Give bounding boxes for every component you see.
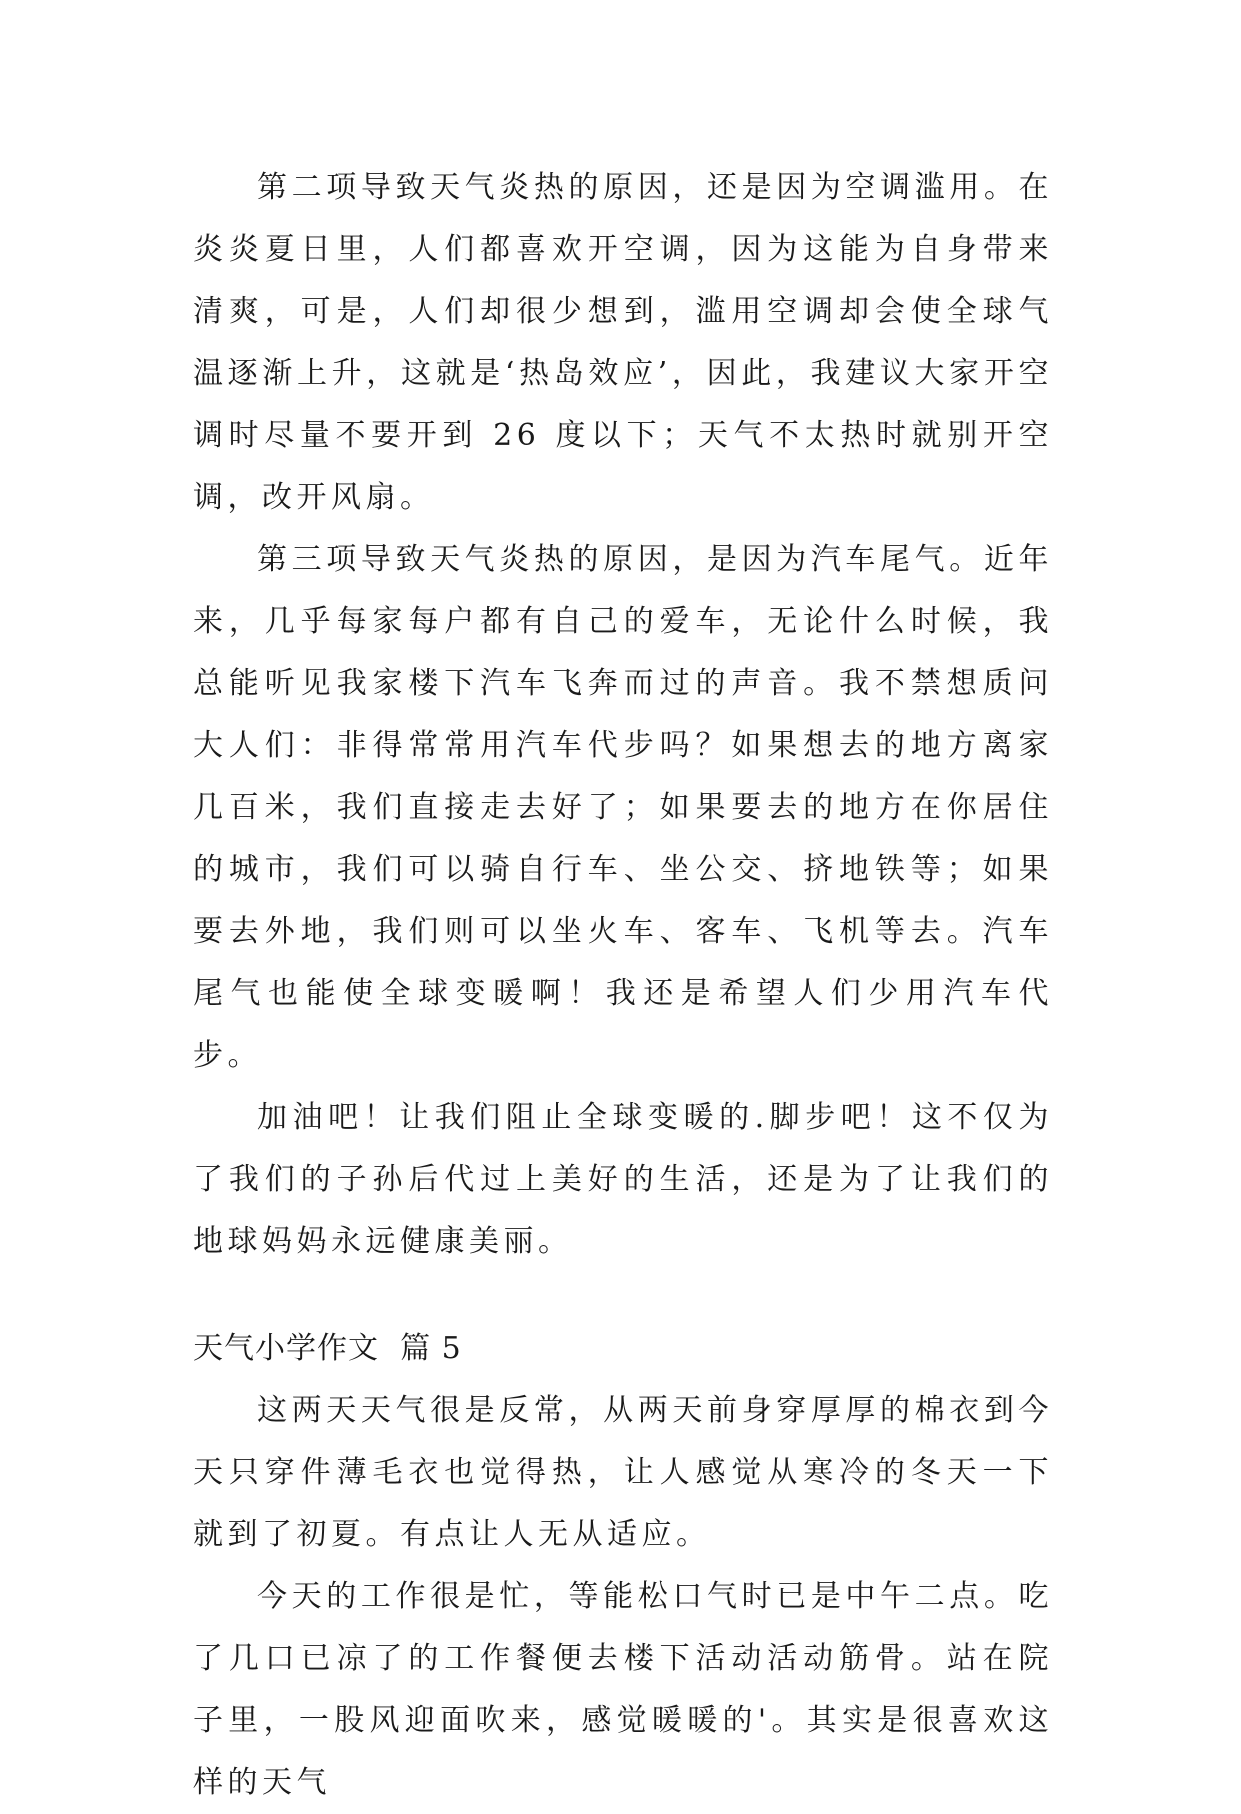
document-body (193, 157, 1053, 1814)
paragraph-weather-change: 这两天天气很是反常，从两天前身穿厚厚的棉衣到今天只穿件薄毛衣也觉得热，让人感觉从寒冷的冬天一下就到了初夏。有点让人无从适应。 (193, 1393, 1053, 1552)
paragraph-conclusion: 加油吧！让我们阻止全球变暖的.脚步吧！这不仅为了我们的子孙后代过上美好的生活，还是为了让我们的地球妈妈永远健康美丽。 (193, 1100, 1053, 1259)
section-title: 天气小学作文 篇 5 (193, 1331, 462, 1366)
paragraph-car-exhaust: 第三项导致天气炎热的原因，是因为汽车尾气。近年来，几乎每家每户都有自己的爱车，无论什么时候，我总能听见我家楼下汽车飞奔而过的声音。我不禁想质问大人们：非得常常用汽车代步吗？如果想去的地方离家几百米，我们直接走去好了；如果要去的地方在你居住的城市，我们可以骑自行车、坐公交、挤地铁等；如果要去外地，我们则可以坐火车、客车、飞机等去。汽车尾气也能使全球变暖啊！我还是希望人们少用汽车代步。 (193, 542, 1053, 1073)
paragraph-work-day: 今天的工作很是忙，等能松口气时已是中午二点。吃了几口已凉了的工作餐便去楼下活动活动筋骨。站在院子里，一股风迎面吹来，感觉暖暖的'。其实是很喜欢这样的天气 (193, 1579, 1053, 1800)
paragraph-air-conditioning: 第二项导致天气炎热的原因，还是因为空调滥用。在炎炎夏日里，人们都喜欢开空调，因为这能为自身带来清爽，可是，人们却很少想到，滥用空调却会使全球气温逐渐上升，这就是‘热岛效应’，因此，我建议大家开空调时尽量不要开到 26 度以下；天气不太热时就别开空调，改开风扇。 (193, 170, 1053, 515)
section-gap (193, 1273, 1053, 1318)
